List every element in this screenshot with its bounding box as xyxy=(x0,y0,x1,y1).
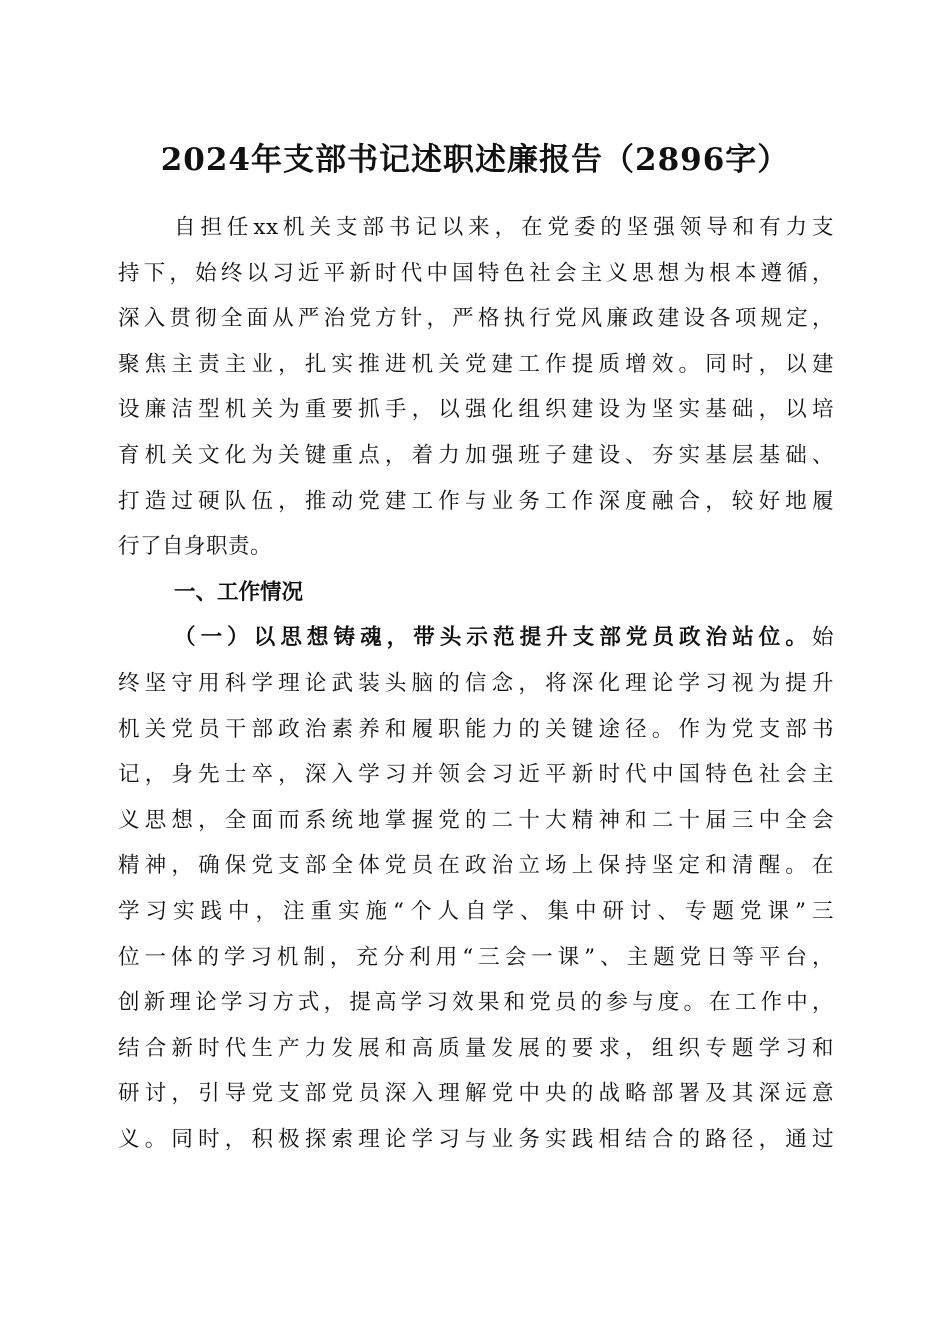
paragraph-line: 聚焦主责主业，扎实推进机关党建工作提质增效。同时，以建 xyxy=(118,351,834,377)
document-body xyxy=(118,205,834,1162)
paragraph-line: 精神，确保党支部全体党员在政治立场上保持坚定和清醒。在 xyxy=(118,853,834,879)
paragraph-line: 位一体的学习机制，充分利用“三会一课”、主题党日等平台， xyxy=(118,944,834,970)
paragraph-line: 记，身先士卒，深入学习并领会习近平新时代中国特色社会主 xyxy=(118,762,834,788)
paragraph-line: 终坚守用科学理论武装头脑的信念，将深化理论学习视为提升 xyxy=(118,670,834,696)
paragraph-line: 机关党员干部政治素养和履职能力的关键途径。作为党支部书 xyxy=(118,716,834,742)
subsection-lead-tail: 始 xyxy=(811,625,834,651)
paragraph-line: 育机关文化为关键重点，着力加强班子建设、夯实基层基础、 xyxy=(118,442,834,468)
paragraph-line: 学习实践中，注重实施“个人自学、集中研讨、专题党课”三 xyxy=(118,898,834,924)
paragraph-line: 自担任xx机关支部书记以来，在党委的坚强领导和有力支 xyxy=(174,215,834,240)
document-title: 2024年支部书记述职述廉报告（2896字） xyxy=(160,142,790,178)
paragraph-line: 设廉洁型机关为重要抓手，以强化组织建设为坚实基础，以培 xyxy=(118,397,834,423)
paragraph-line: 义。同时，积极探索理论学习与业务实践相结合的路径，通过 xyxy=(118,1126,834,1152)
paragraph-line: 研讨，引导党支部党员深入理解党中央的战略部署及其深远意 xyxy=(118,1081,834,1107)
paragraph-line: 行了自身职责。 xyxy=(118,534,273,560)
paragraph-line: 创新理论学习方式，提高学习效果和党员的参与度。在工作中， xyxy=(118,990,834,1016)
subsection-lead-line xyxy=(118,615,834,661)
paragraph-line: 持下，始终以习近平新时代中国特色社会主义思想为根本遵循， xyxy=(118,260,834,286)
subsection-lead: （一）以思想铸魂，带头示范提升支部党员政治站位。 xyxy=(174,625,812,651)
paragraph-line: 义思想，全面而系统地掌握党的二十大精神和二十届三中全会 xyxy=(118,807,834,833)
paragraph-line: 结合新时代生产力发展和高质量发展的要求，组织专题学习和 xyxy=(118,1035,834,1061)
section-heading: 一、工作情况 xyxy=(174,579,304,605)
paragraph-line: 打造过硬队伍，推动党建工作与业务工作深度融合，较好地履 xyxy=(118,488,834,514)
paragraph-line: 深入贯彻全面从严治党方针，严格执行党风廉政建设各项规定， xyxy=(118,306,834,332)
